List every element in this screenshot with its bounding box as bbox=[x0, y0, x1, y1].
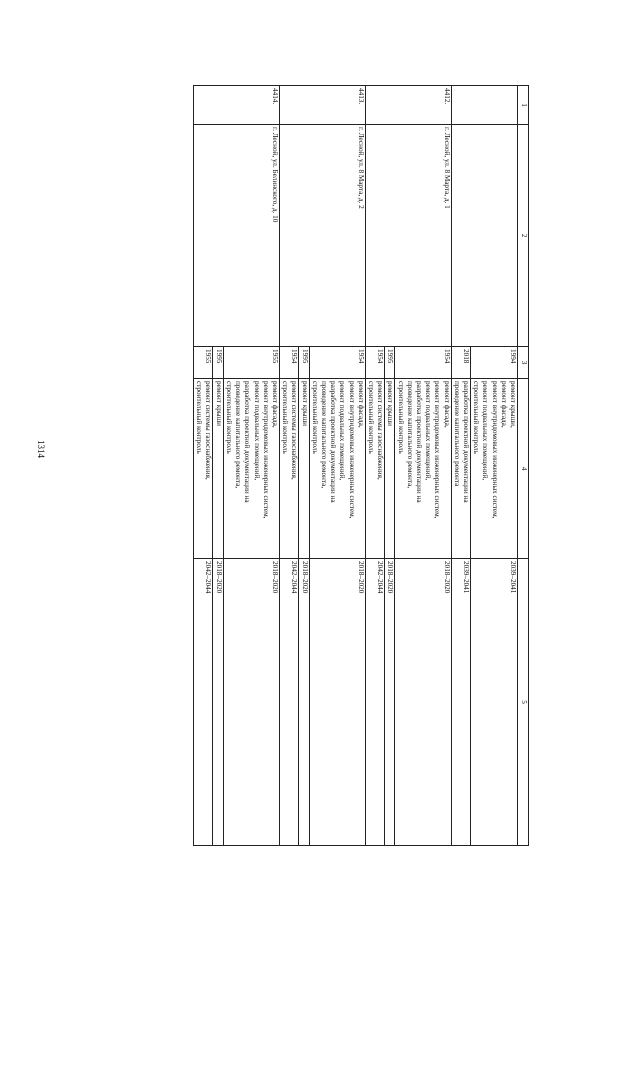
table-header-row bbox=[518, 86, 529, 846]
work-item: строительный контроль bbox=[310, 381, 319, 454]
year-cell: 1995 bbox=[385, 347, 395, 379]
work-item: ремонт системы газоснабжения, bbox=[376, 381, 385, 480]
work-item: разработка проектной документации на bbox=[414, 381, 423, 503]
work-item: ремонт крыши bbox=[214, 381, 223, 427]
year-cell: 1994 bbox=[470, 347, 517, 379]
work-item: строительный контроль bbox=[396, 381, 405, 454]
row-number: 4414. bbox=[194, 86, 280, 125]
works-cell bbox=[309, 379, 365, 559]
address-cell: г. Лесной, ул. 8 Марта, д. 2 bbox=[279, 125, 365, 347]
work-item: ремонт системы газоснабжения, bbox=[204, 381, 213, 480]
period-cell: 2042–2044 bbox=[365, 559, 384, 846]
header-cell: 1 bbox=[518, 86, 529, 125]
works-cell bbox=[385, 379, 395, 559]
year-cell: 1995 bbox=[213, 347, 223, 379]
row-number: 4413. bbox=[279, 86, 365, 125]
table-row bbox=[223, 86, 279, 846]
work-item: ремонт крыши bbox=[386, 381, 395, 427]
work-item: ремонт подвальных помещений, bbox=[481, 381, 490, 481]
header-cell: 2 bbox=[518, 125, 529, 347]
work-item: ремонт фасада, bbox=[270, 381, 279, 428]
work-item: ремонт подвальных помещений, bbox=[252, 381, 261, 481]
works-cell bbox=[194, 379, 213, 559]
work-item: разработка проектной документации на bbox=[329, 381, 338, 503]
period-cell: 2018–2020 bbox=[213, 559, 223, 846]
work-item: ремонт фасада, bbox=[442, 381, 451, 428]
works-cell bbox=[470, 379, 517, 559]
header-cell: 3 bbox=[518, 347, 529, 379]
work-item: разработка проектной документации на bbox=[243, 381, 252, 503]
address-cell: г. Лесной, ул. Белинского, д. 10 bbox=[194, 125, 280, 347]
header-cell: 4 bbox=[518, 379, 529, 559]
work-item: ремонт фасада, bbox=[356, 381, 365, 428]
work-item: ремонт крыши bbox=[300, 381, 309, 427]
work-item: ремонт фасада, bbox=[499, 381, 508, 428]
period-cell: 2039–2041 bbox=[451, 559, 470, 846]
work-item: строительный контроль bbox=[281, 381, 290, 454]
work-item: строительный контроль bbox=[366, 381, 375, 454]
work-item: проведение капитального ремонта, bbox=[234, 381, 243, 489]
works-cell bbox=[299, 379, 309, 559]
works-cell bbox=[365, 379, 384, 559]
address-cell: г. Лесной, ул. 8 Марта, д. 1 bbox=[365, 125, 451, 347]
row-number: 4412. bbox=[365, 86, 451, 125]
row-number bbox=[451, 86, 517, 125]
table-row bbox=[309, 86, 365, 846]
work-item: ремонт системы газоснабжения, bbox=[290, 381, 299, 480]
header-cell: 5 bbox=[518, 559, 529, 846]
work-item: проведение капитального ремонта, bbox=[319, 381, 328, 489]
year-cell: 1995 bbox=[299, 347, 309, 379]
works-cell bbox=[395, 379, 451, 559]
year-cell: 1954 bbox=[279, 347, 298, 379]
work-item: ремонт внутридомовых инженерных систем, bbox=[347, 381, 356, 519]
period-cell: 2018–2020 bbox=[223, 559, 279, 846]
works-cell bbox=[451, 379, 470, 559]
period-cell: 2018–2020 bbox=[299, 559, 309, 846]
works-cell bbox=[223, 379, 279, 559]
repair-schedule-table bbox=[193, 85, 529, 846]
work-item: строительный контроль bbox=[224, 381, 233, 454]
work-item: ремонт подвальных помещений, bbox=[424, 381, 433, 481]
work-item: ремонт внутридомовых инженерных систем, bbox=[433, 381, 442, 519]
year-cell: 1955 bbox=[223, 347, 279, 379]
year-cell: 2018 bbox=[451, 347, 470, 379]
period-cell: 2018–2020 bbox=[395, 559, 451, 846]
year-cell: 1954 bbox=[365, 347, 384, 379]
work-item: проведение капитального ремонта bbox=[452, 381, 461, 487]
work-item: ремонт подвальных помещений, bbox=[338, 381, 347, 481]
address-cell bbox=[451, 125, 517, 347]
works-cell bbox=[279, 379, 298, 559]
period-cell: 2039–2041 bbox=[470, 559, 517, 846]
work-item: ремонт крыши, bbox=[509, 381, 517, 428]
work-item: ремонт внутридомовых инженерных систем, bbox=[490, 381, 499, 519]
page-number: 1314 bbox=[36, 440, 46, 458]
year-cell: 1954 bbox=[309, 347, 365, 379]
work-item: строительный контроль bbox=[195, 381, 204, 454]
period-cell: 2042–2044 bbox=[279, 559, 298, 846]
period-cell: 2042–2044 bbox=[194, 559, 213, 846]
table-row bbox=[395, 86, 451, 846]
year-cell: 1954 bbox=[395, 347, 451, 379]
work-item: строительный контроль bbox=[472, 381, 481, 454]
table-body bbox=[194, 86, 518, 846]
work-item: проведение капитального ремонта, bbox=[405, 381, 414, 489]
work-item: разработка проектной документации на bbox=[461, 381, 470, 503]
table-row bbox=[470, 86, 517, 846]
works-cell bbox=[213, 379, 223, 559]
period-cell: 2018–2020 bbox=[385, 559, 395, 846]
year-cell: 1955 bbox=[194, 347, 213, 379]
rotated-document-table bbox=[89, 85, 529, 845]
period-cell: 2018–2020 bbox=[309, 559, 365, 846]
work-item: ремонт внутридомовых инженерных систем, bbox=[261, 381, 270, 519]
